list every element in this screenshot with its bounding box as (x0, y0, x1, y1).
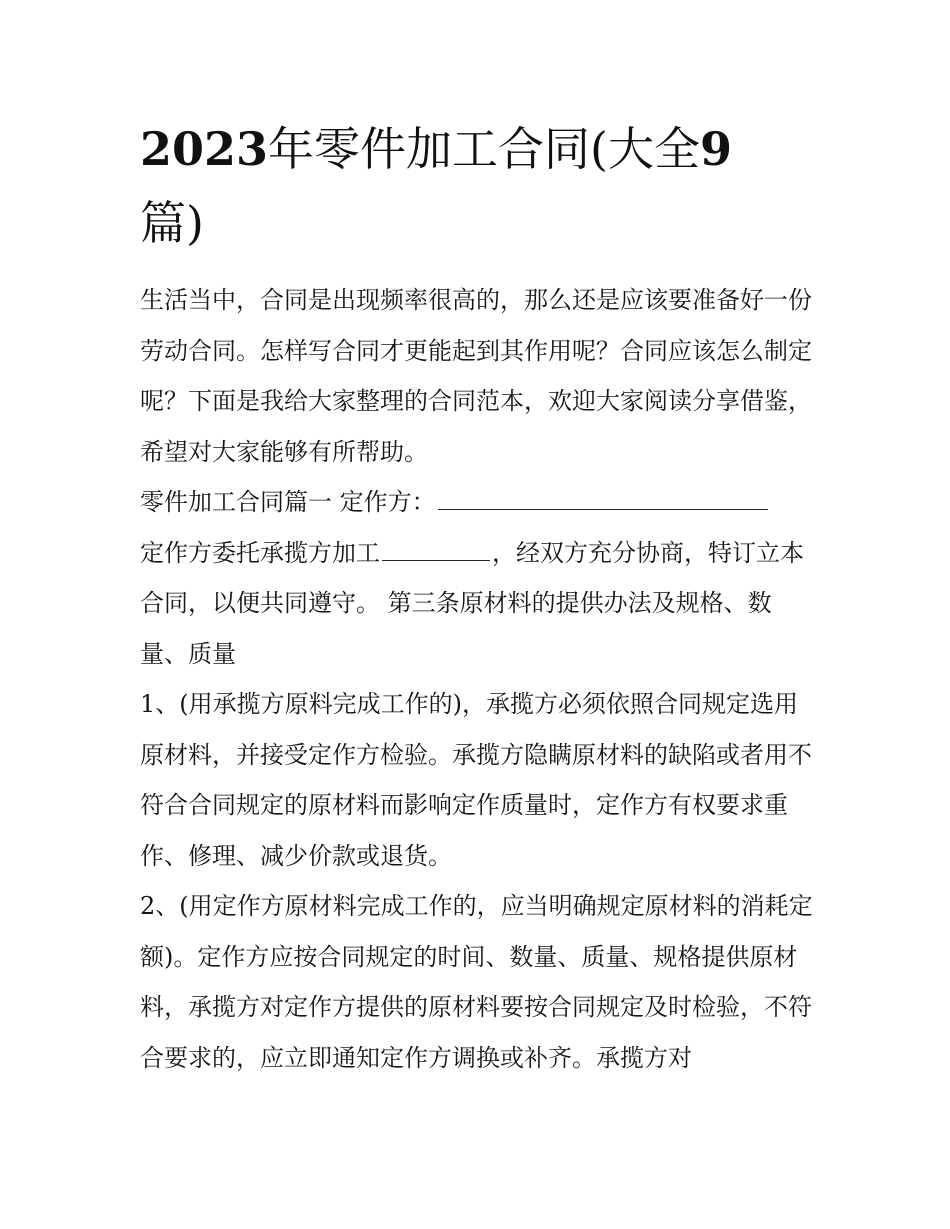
intro-paragraph: 生活当中，合同是出现频率很高的，那么还是应该要准备好一份劳动合同。怎样写合同才更能起到其作用呢？合同应该怎么制定呢？下面是我给大家整理的合同范本，欢迎大家阅读分享借鉴，希望对大家能够有所帮助。 (140, 286, 812, 466)
party-blank-line (438, 485, 768, 510)
item-blank-line (382, 536, 490, 561)
title-text: 年零件加工合同(大全 (268, 122, 700, 176)
commission-suffix: ，经双方充分协商，特订立本合同，以便共同遵守。 第三条原材料的提供办法及规格、数量、质量 (140, 538, 804, 668)
commission-prefix: 定作方委托承揽方加工 (140, 538, 380, 567)
title-count: 9 (699, 122, 732, 176)
party-label: 零件加工合同篇一 定作方： (140, 488, 436, 516)
commission-paragraph (140, 528, 815, 680)
clause-item-1: 1、(用承揽方原料完成工作的)，承揽方必须依照合同规定选用原材料，并接受定作方检验。承揽方隐瞒原材料的缺陷或者用不符合合同规定的原材料而影响定作质量时，定作方有权要求重作、修理、减少价款或退货。 (140, 690, 812, 870)
document-body (140, 275, 815, 1083)
title-year: 2023 (140, 122, 269, 176)
title-tail: 篇) (140, 196, 204, 250)
document-title (140, 112, 820, 260)
party-line (140, 477, 815, 528)
clause-item-2: 2、(用定作方原材料完成工作的，应当明确规定原材料的消耗定额)。定作方应按合同规定的时间、数量、质量、规格提供原材料，承揽方对定作方提供的原材料要按合同规定及时检验，不符合要求的，应立即通知定作方调换或补齐。承揽方对 (140, 892, 813, 1072)
